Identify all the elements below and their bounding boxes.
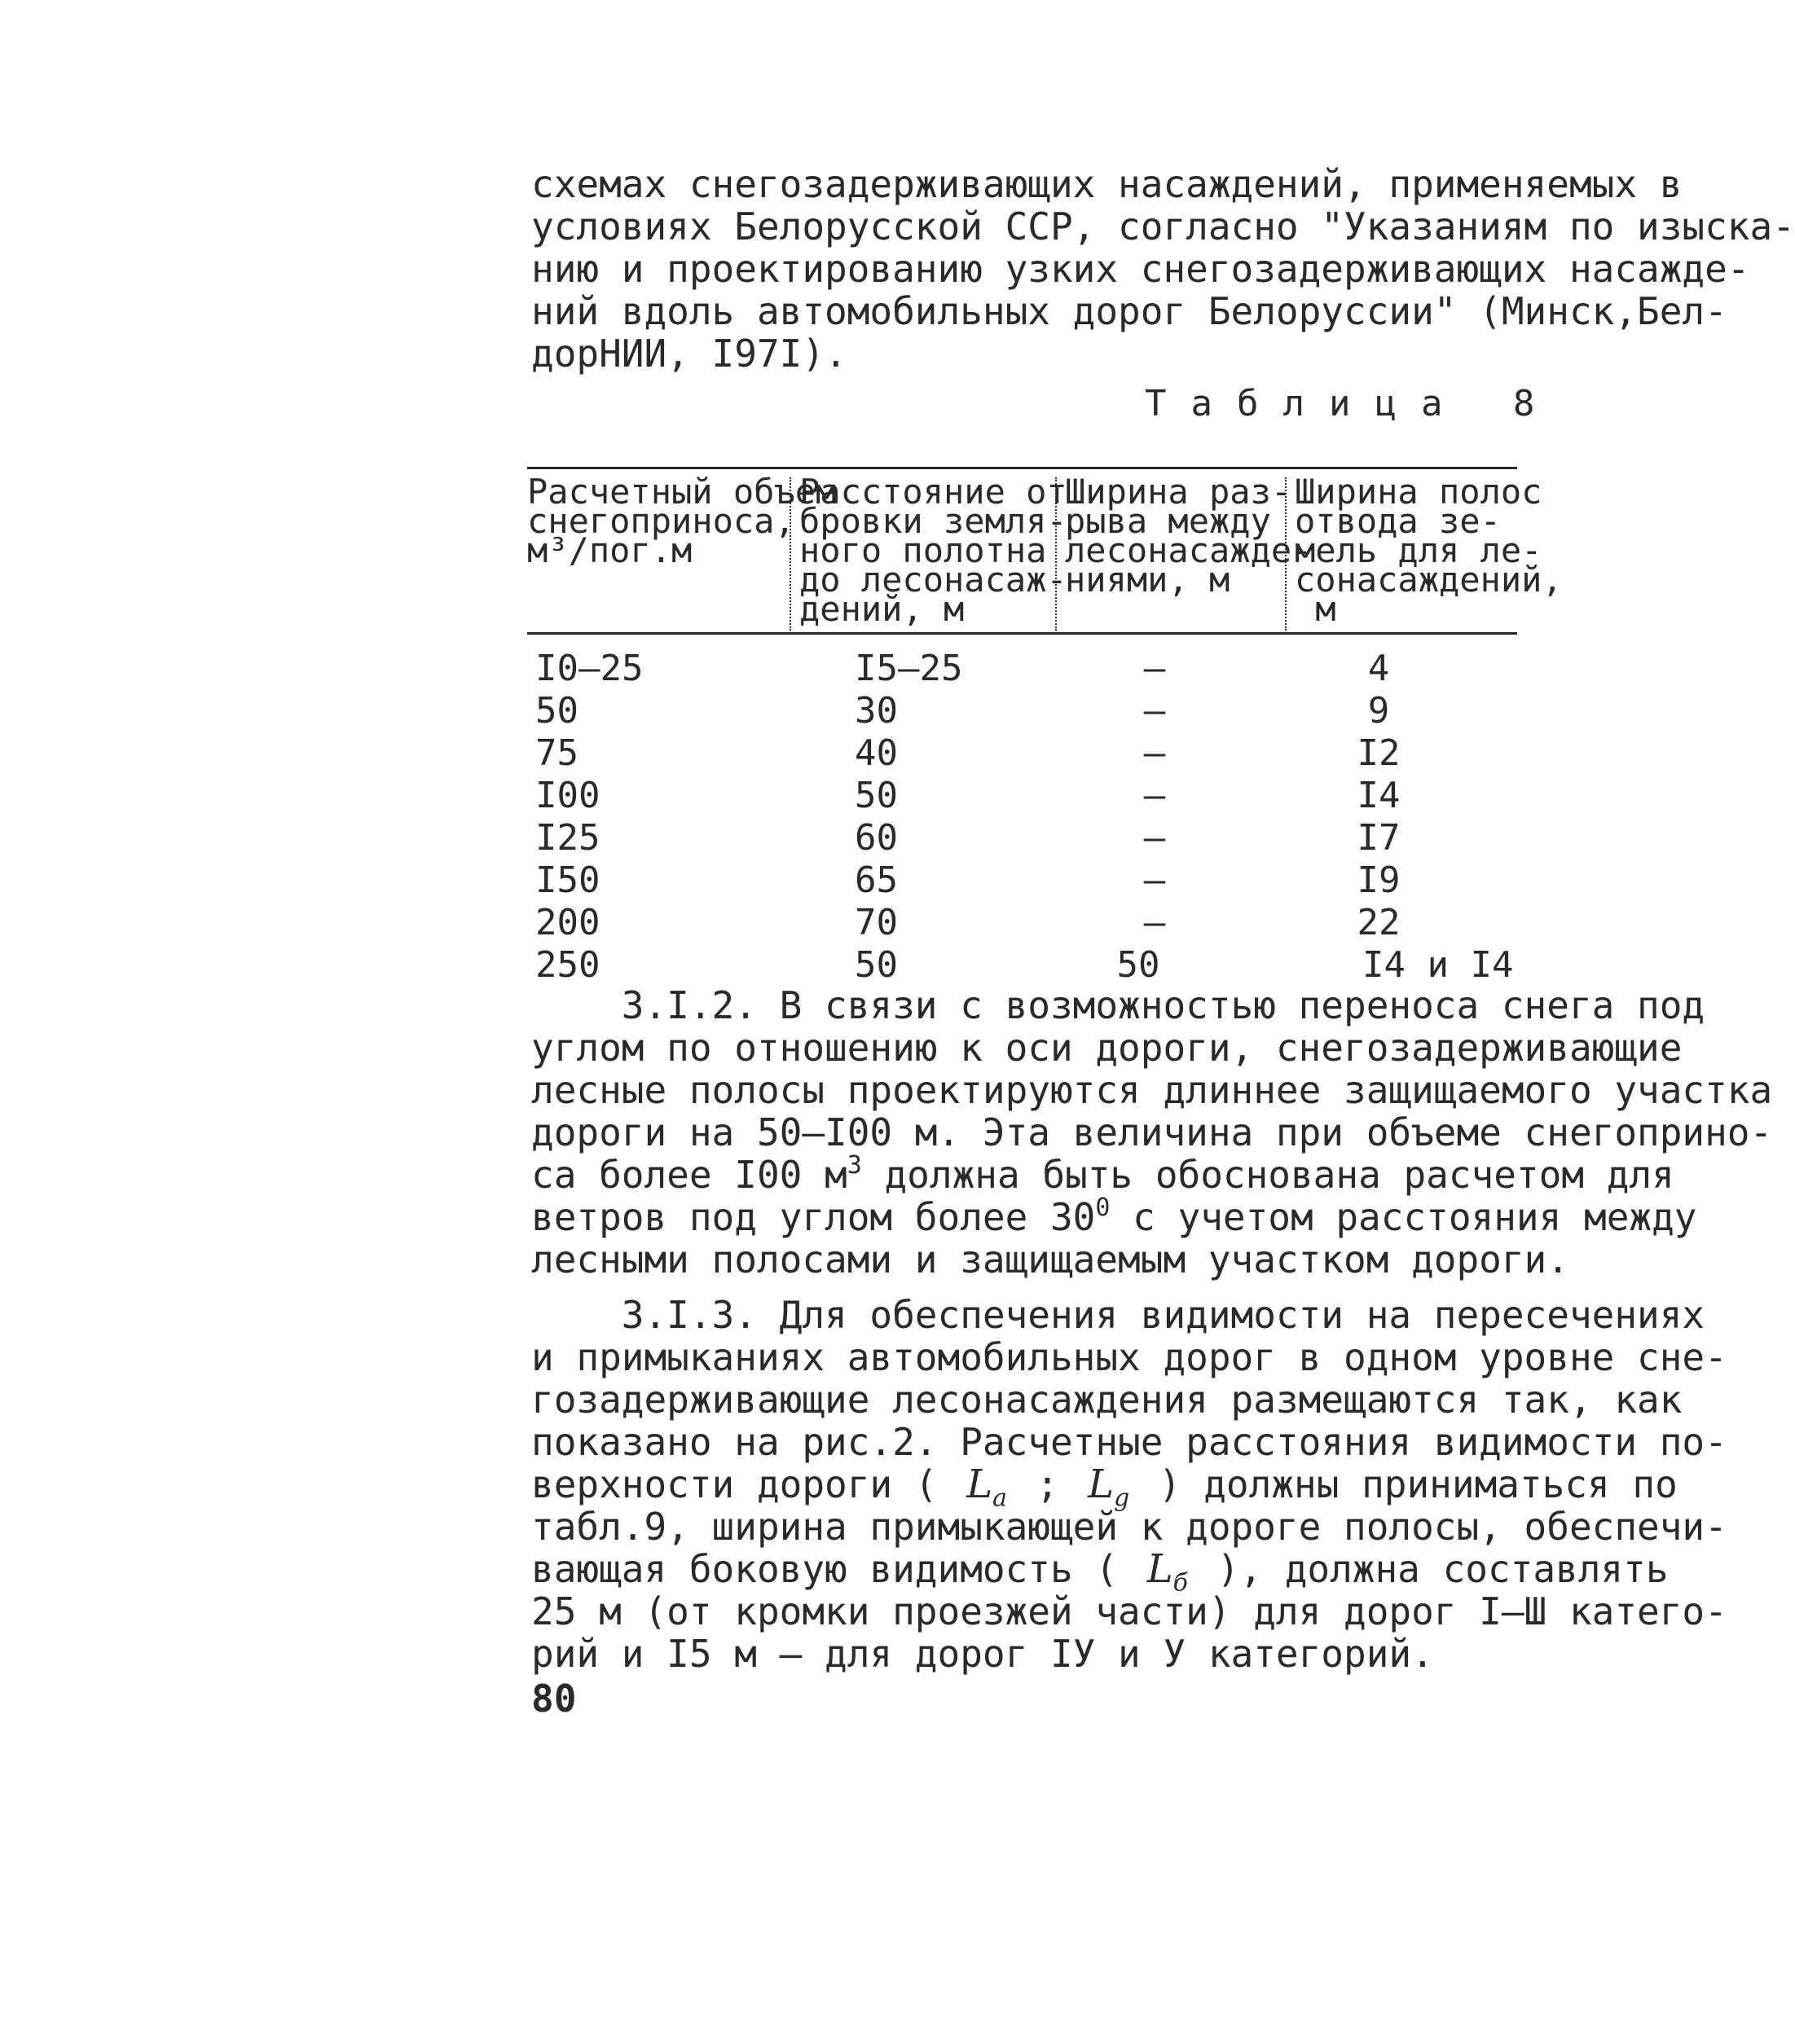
- table-cell: 70: [855, 902, 898, 943]
- table-row: [527, 775, 1517, 817]
- page-number: 80: [531, 1677, 577, 1721]
- table-cell: 200: [535, 902, 601, 943]
- table-cell: –: [1143, 690, 1166, 732]
- header-column-1: [527, 472, 837, 631]
- table-cell: I2: [1357, 732, 1401, 774]
- table-cell: 50: [855, 944, 898, 986]
- table-cell: –: [1143, 732, 1166, 774]
- table-cell: 30: [855, 690, 898, 732]
- text-run: гозадерживающие лесонасаждения размещаются так, как: [531, 1378, 1683, 1422]
- header-line: Расчетный объем: [527, 472, 837, 512]
- table-header-rule: [527, 632, 1517, 635]
- paragraph-3-1-2: [531, 983, 1773, 1281]
- header-line: рыва между: [1065, 501, 1271, 541]
- paragraph-line: [531, 1110, 1773, 1154]
- paragraph-line: [531, 983, 1705, 1027]
- text-run: ), должна составлять: [1194, 1547, 1669, 1591]
- paragraph-line: [531, 1293, 1705, 1337]
- table-cell: –: [1143, 859, 1166, 901]
- table-cell: I4: [1357, 775, 1401, 816]
- table-cell: I50: [535, 859, 601, 901]
- symbol-letter: L: [1088, 1462, 1114, 1507]
- table-cell: –: [1143, 817, 1166, 859]
- paragraph-line: [531, 1193, 1697, 1239]
- table-row: [527, 859, 1517, 902]
- text-run: табл.9, ширина примыкающей к дороге полосы, обеспечи-: [531, 1505, 1727, 1549]
- header-line: лесонасажде-: [1065, 530, 1313, 570]
- paragraph-line: [531, 1335, 1727, 1379]
- text-run: рий и I5 м – для дорог IУ и У категорий.: [531, 1632, 1434, 1676]
- header-column-4: [1285, 472, 1563, 631]
- header-line: бровки земля-: [799, 501, 1067, 541]
- header-line: Ширина полос: [1295, 472, 1542, 512]
- symbol-subscript: g: [1113, 1484, 1130, 1513]
- header-line: м: [1295, 589, 1336, 629]
- text-run: лесные полосы проектируются длиннее защищаемого участка: [531, 1068, 1773, 1112]
- text-run: лесными полосами и защищаемым участком дороги.: [531, 1237, 1569, 1281]
- table-row: [527, 690, 1517, 732]
- text-run: 25 м (от кромки проезжей части) для дорог I–Ш катего-: [531, 1589, 1727, 1633]
- symbol-letter: L: [966, 1462, 993, 1507]
- table-cell: 75: [535, 732, 579, 774]
- paragraph-line: [531, 1237, 1569, 1281]
- text-run: вающая боковую видимость (: [531, 1547, 1141, 1591]
- table-cell: 40: [855, 732, 898, 774]
- intro-line: схемах снегозадерживающих насаждений, применяемых в: [531, 162, 1683, 206]
- table-top-rule: [527, 467, 1517, 469]
- table-caption: Таблица 8: [1145, 383, 1560, 424]
- header-line: ного полотна: [799, 530, 1047, 570]
- text-run: должна быть обоснована расчетом для: [861, 1153, 1674, 1197]
- header-line: м³/пог.м: [527, 530, 693, 570]
- table-row: [527, 944, 1517, 987]
- table-cell: 4: [1367, 648, 1390, 689]
- table-cell: 65: [855, 859, 898, 901]
- text-run: ;: [1013, 1462, 1082, 1506]
- table-cell: –: [1143, 775, 1166, 816]
- table-cell: 50: [1116, 944, 1160, 986]
- intro-paragraph: [531, 162, 1795, 376]
- table-cell: I7: [1357, 817, 1401, 859]
- intro-line: нию и проектированию узких снегозадерживающих насажде-: [531, 247, 1750, 291]
- paragraph-line: [531, 1589, 1727, 1633]
- text-run: 3.I.3. Для обеспечения видимости на пересечениях: [531, 1293, 1705, 1337]
- intro-line: дорНИИ, I97I).: [531, 332, 847, 376]
- header-column-3: [1055, 472, 1313, 631]
- text-run: са более I00 м: [531, 1153, 847, 1197]
- table-cell: 50: [535, 690, 579, 732]
- text-run: верхности дороги (: [531, 1462, 961, 1506]
- text-run: и примыканиях автомобильных дорог в одном уровне сне-: [531, 1335, 1727, 1379]
- table-cell: I9: [1357, 859, 1401, 901]
- paragraph-line: [531, 1151, 1674, 1197]
- table-cell: I4 и I4: [1362, 944, 1514, 986]
- superscript: 3: [847, 1151, 862, 1180]
- header-line: снегоприноса,: [527, 501, 795, 541]
- header-line: Ширина раз-: [1065, 472, 1292, 512]
- header-line: мель для ле-: [1295, 530, 1542, 570]
- table-row: [527, 817, 1517, 859]
- text-run: углом по отношению к оси дороги, снегозадерживающие: [531, 1026, 1683, 1070]
- table-cell: 60: [855, 817, 898, 859]
- text-run: показано на рис.2. Расчетные расстояния видимости по-: [531, 1420, 1727, 1464]
- text-run: дороги на 50–I00 м. Эта величина при объеме снегоприно-: [531, 1110, 1773, 1154]
- table-row: [527, 648, 1517, 690]
- paragraph-line: [531, 1462, 1678, 1513]
- header-line: дений, м: [799, 589, 965, 629]
- intro-line: условиях Белорусской ССР, согласно "Указаниям по изыска-: [531, 204, 1795, 248]
- header-column-2: [790, 472, 1067, 631]
- header-line: до лесонасаж-: [799, 560, 1067, 600]
- text-run: 3.I.2. В связи с возможностью переноса снега под: [531, 983, 1705, 1027]
- table-cell: 9: [1367, 690, 1390, 732]
- paragraph-line: [531, 1546, 1669, 1598]
- symbol-subscript: б: [1172, 1568, 1188, 1598]
- table-cell: –: [1143, 902, 1166, 943]
- table-cell: 22: [1357, 902, 1401, 943]
- text-run: ветров под углом более 30: [531, 1195, 1096, 1239]
- table-cell: 50: [855, 775, 898, 816]
- table-cell: I00: [535, 775, 601, 816]
- paragraph-line: [531, 1026, 1683, 1070]
- table-row: [527, 902, 1517, 944]
- superscript: 0: [1095, 1193, 1111, 1222]
- text-run: с учетом расстояния между: [1110, 1195, 1697, 1239]
- table-cell: –: [1143, 648, 1166, 689]
- paragraph-line: [531, 1068, 1773, 1112]
- table-row: [527, 732, 1517, 775]
- text-run: ) должны приниматься по: [1136, 1462, 1678, 1506]
- table-cell: I5–25: [855, 648, 963, 689]
- paragraph-line: [531, 1633, 1468, 1675]
- paragraph-line: [531, 1505, 1727, 1549]
- table-cell: I25: [535, 817, 601, 859]
- symbol-letter: L: [1146, 1546, 1173, 1592]
- header-line: сонасаждений,: [1295, 560, 1563, 600]
- header-line: отвода зе-: [1295, 501, 1501, 541]
- header-line: ниями, м: [1065, 560, 1230, 600]
- intro-line: ний вдоль автомобильных дорог Белоруссии" (Минск,Бел-: [531, 289, 1727, 333]
- paragraph-3-1-3: [531, 1293, 1727, 1676]
- header-line: Расстояние от: [799, 472, 1067, 512]
- paragraph-line: [531, 1420, 1727, 1464]
- table-cell: I0–25: [535, 648, 644, 689]
- paragraph-line: [531, 1378, 1683, 1422]
- symbol-subscript: a: [992, 1484, 1007, 1513]
- table-cell: 250: [535, 944, 601, 986]
